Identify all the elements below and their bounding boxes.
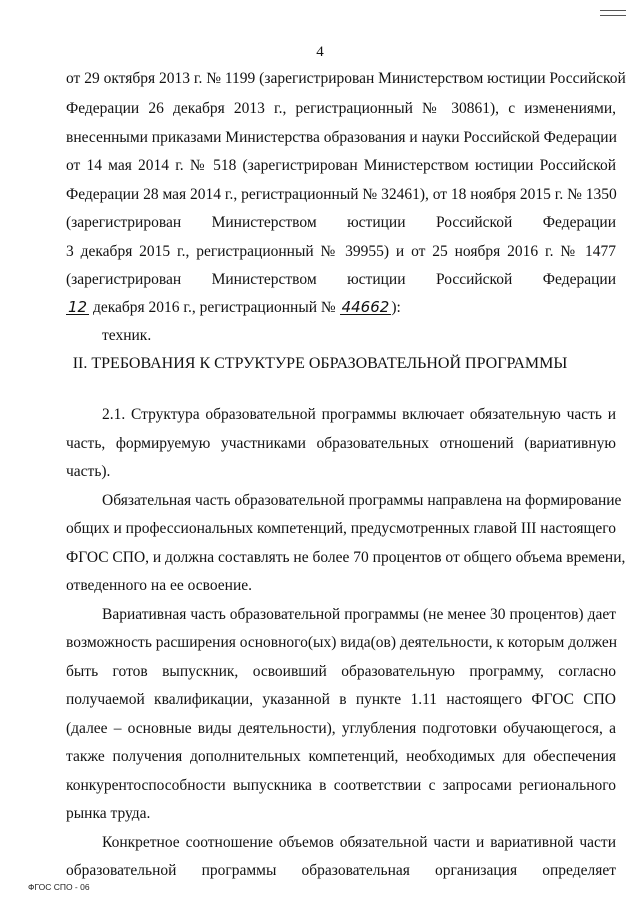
text-line: от 29 октября 2013 г. № 1199 (зарегистрирован Министерством юстиции Российской bbox=[66, 70, 626, 87]
text-line: часть). bbox=[66, 463, 111, 480]
registration-line bbox=[66, 299, 616, 317]
text-line: быть готов выпускник, освоивший образовательную программу, согласно bbox=[66, 663, 616, 680]
text-line: получаемой квалификации, указанной в пункте 1.11 настоящего ФГОС СПО bbox=[66, 691, 616, 708]
text-line: возможность расширения основного(ых) вида(ов) деятельности, к которым должен bbox=[66, 634, 618, 651]
text-line: Федерации 28 мая 2014 г., регистрационный № 32461), от 18 ноября 2015 г. № 1350 bbox=[66, 186, 617, 203]
text-line: Вариативная часть образовательной программы (не менее 30 процентов) дает bbox=[102, 606, 616, 623]
handwritten-day: 12 bbox=[68, 298, 88, 316]
text-line: Федерации 26 декабря 2013 г., регистрационный № 30861), с изменениями, bbox=[66, 100, 616, 117]
text-line: рынка труда. bbox=[66, 805, 151, 822]
text-line: ФГОС СПО, и должна составлять не более 70 процентов от общего объема времени, bbox=[66, 549, 626, 566]
text-line: (зарегистрирован Министерством юстиции Российской Федерации bbox=[66, 271, 616, 288]
text-line: Обязательная часть образовательной программы направлена на формирование bbox=[102, 492, 622, 509]
text-line: часть, формируемую участниками образовательных отношений (вариативную bbox=[66, 435, 616, 452]
registration-text: декабря 2016 г., регистрационный № bbox=[92, 299, 336, 316]
text-line: (далее – основные виды деятельности), углубления подготовки обучающегося, а bbox=[66, 720, 616, 737]
text-line: образовательной программы образовательная организация определяет bbox=[66, 862, 616, 879]
text-line: общих и профессиональных компетенций, предусмотренных главой III настоящего bbox=[66, 520, 617, 537]
text-line: (зарегистрирован Министерством юстиции Российской Федерации bbox=[66, 214, 616, 231]
text-line: также получения дополнительных компетенций, необходимых для обеспечения bbox=[66, 748, 616, 765]
text-line: 2.1. Структура образовательной программы включает обязательную часть и bbox=[102, 406, 616, 423]
text-line: внесенными приказами Министерства образования и науки Российской Федерации bbox=[66, 129, 617, 146]
footer-doc-code: ФГОС СПО - 06 bbox=[28, 882, 90, 892]
handwritten-number: 44662 bbox=[341, 298, 390, 316]
text-line: конкурентоспособности выпускника в соответствии с запросами регионального bbox=[66, 777, 616, 794]
scan-corner-mark bbox=[600, 10, 626, 16]
text-line: отведенного на ее освоение. bbox=[66, 577, 252, 594]
qualification-text: техник. bbox=[102, 327, 152, 344]
text-line: от 14 мая 2014 г. № 518 (зарегистрирован Министерством юстиции Российской bbox=[66, 157, 616, 174]
text-line: Конкретное соотношение объемов обязательной части и вариативной части bbox=[102, 834, 616, 851]
registration-end: ): bbox=[391, 299, 401, 316]
section-heading: II. ТРЕБОВАНИЯ К СТРУКТУРЕ ОБРАЗОВАТЕЛЬНОЙ ПРОГРАММЫ bbox=[72, 355, 568, 372]
text-line: 3 декабря 2015 г., регистрационный № 39955) и от 25 ноября 2016 г. № 1477 bbox=[66, 243, 616, 260]
page-number: 4 bbox=[316, 44, 324, 60]
